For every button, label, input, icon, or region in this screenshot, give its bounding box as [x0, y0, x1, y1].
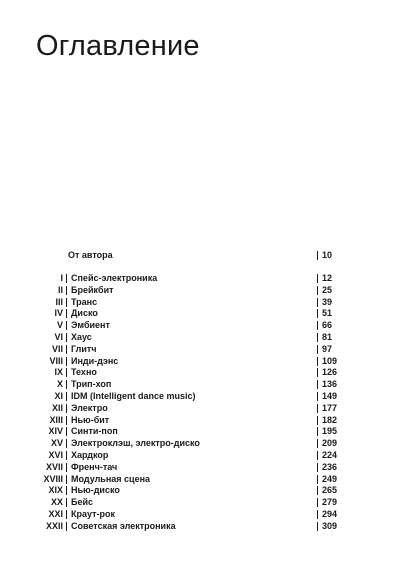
divider — [66, 309, 67, 318]
chapter-number: V — [56, 320, 63, 331]
divider — [66, 404, 67, 413]
toc-entry-page: 177 — [322, 402, 338, 413]
toc-entry-page: 109 — [322, 355, 338, 366]
divider — [66, 427, 67, 436]
chapter-number: XVIII — [43, 473, 63, 484]
toc-entry-page: 97 — [322, 343, 333, 354]
chapter-number: II — [57, 284, 63, 295]
divider — [66, 522, 67, 531]
divider — [317, 498, 318, 507]
toc-entry-title: Техно — [71, 367, 97, 378]
toc-entry[interactable] — [0, 272, 400, 284]
chapter-number: XI — [54, 391, 63, 401]
toc-entry-page: 51 — [322, 308, 333, 319]
toc-entry-page: 309 — [322, 520, 338, 531]
toc-entry[interactable] — [0, 331, 400, 343]
toc-entry[interactable] — [0, 461, 400, 473]
chapter-number: XIX — [48, 485, 63, 496]
divider — [317, 404, 318, 413]
divider — [66, 298, 67, 307]
toc-entry-page: 10 — [322, 250, 333, 260]
toc-entry-page: 182 — [322, 414, 338, 425]
toc-entry[interactable] — [0, 355, 400, 367]
chapter-number: XIII — [49, 414, 63, 425]
divider — [66, 510, 67, 519]
divider — [66, 392, 67, 401]
divider — [317, 392, 318, 401]
toc-entry[interactable] — [0, 402, 400, 414]
toc-entry[interactable] — [0, 366, 400, 378]
divider — [66, 321, 67, 330]
divider — [317, 380, 318, 389]
toc-entry[interactable] — [0, 449, 400, 461]
divider — [66, 357, 67, 366]
toc-entry-page: 126 — [322, 367, 338, 378]
toc-entry-title: Транс — [71, 296, 98, 307]
chapter-number: I — [60, 273, 63, 283]
toc-entry-page: 236 — [322, 461, 338, 472]
toc-entry-page: 249 — [322, 473, 338, 484]
toc-entry[interactable] — [0, 284, 400, 296]
toc-entry-title: Электро — [71, 402, 108, 413]
toc-entry-title: Бейс — [71, 497, 94, 508]
toc-entry[interactable] — [0, 414, 400, 426]
toc-entry-page: 39 — [322, 296, 333, 307]
toc-entry[interactable] — [0, 437, 400, 449]
divider — [317, 416, 318, 425]
toc-entry-title: IDM (Intelligent dance music) — [71, 391, 196, 401]
toc-entry-page: 209 — [322, 438, 338, 449]
toc-entry-page: 12 — [322, 273, 333, 283]
divider — [317, 439, 318, 448]
toc-entry-title: Френч-тач — [71, 461, 118, 472]
divider — [317, 333, 318, 342]
toc-entry-title: Модульная сцена — [71, 473, 151, 484]
chapter-number: XXII — [45, 520, 63, 531]
toc-entry-title: Диско — [71, 308, 98, 319]
toc-entry-intro[interactable] — [0, 249, 400, 261]
divider — [66, 486, 67, 495]
toc-entry[interactable] — [0, 508, 400, 520]
divider — [66, 439, 67, 448]
toc-entry[interactable] — [0, 343, 400, 355]
divider — [66, 451, 67, 460]
divider — [66, 498, 67, 507]
toc-entry-title: Инди-дэнс — [71, 355, 119, 366]
toc-entry-title: Электроклэш, электро-диско — [71, 438, 200, 449]
toc-entry-title: Синти-поп — [71, 426, 118, 437]
toc-entry-title: Эмбиент — [71, 320, 110, 331]
toc-entry-page: 195 — [322, 426, 338, 437]
divider — [317, 251, 318, 260]
toc-entry-title: Спейс-электроника — [71, 273, 158, 283]
divider — [66, 345, 67, 354]
chapter-number: VIII — [49, 355, 63, 366]
toc-entry-page: 279 — [322, 497, 338, 508]
toc-entry[interactable] — [0, 425, 400, 437]
divider — [317, 286, 318, 295]
divider — [317, 463, 318, 472]
toc-entry[interactable] — [0, 378, 400, 390]
toc-entry-page: 25 — [322, 284, 333, 295]
toc-entry-page: 81 — [322, 332, 333, 342]
chapter-number: XII — [51, 402, 63, 413]
divider — [66, 416, 67, 425]
toc-entry-title: От автора — [68, 250, 113, 260]
divider — [317, 510, 318, 519]
toc-entry[interactable] — [0, 473, 400, 485]
divider — [66, 463, 67, 472]
divider — [317, 368, 318, 377]
page-title: Оглавление — [36, 30, 200, 62]
toc-entry-page: 136 — [322, 379, 338, 390]
divider — [317, 522, 318, 531]
toc-entry-title: Советская электроника — [71, 520, 176, 531]
toc-entry[interactable] — [0, 520, 400, 532]
toc-entry-title: Брейкбит — [71, 284, 114, 295]
toc-entry[interactable] — [0, 307, 400, 319]
toc-entry[interactable] — [0, 484, 400, 496]
divider — [66, 286, 67, 295]
chapter-number: X — [56, 379, 63, 390]
chapter-number: XX — [50, 497, 63, 508]
toc-entry[interactable] — [0, 319, 400, 331]
chapter-number: III — [55, 296, 63, 307]
toc-entry[interactable] — [0, 390, 400, 402]
toc-entry-page: 294 — [322, 509, 338, 519]
divider — [66, 274, 67, 283]
divider — [66, 333, 67, 342]
chapter-number: IX — [54, 367, 63, 378]
divider — [317, 486, 318, 495]
divider — [66, 380, 67, 389]
chapter-number: XXI — [48, 509, 63, 519]
toc-entry-page: 66 — [322, 320, 333, 331]
toc-entry-title: Хаус — [71, 332, 92, 342]
toc-entry-page: 149 — [322, 391, 338, 401]
toc-entry-title: Краут-рок — [71, 509, 116, 519]
divider — [317, 475, 318, 484]
divider — [317, 451, 318, 460]
divider — [66, 368, 67, 377]
toc-entry-page: 224 — [322, 450, 338, 460]
chapter-number: XVI — [48, 450, 63, 460]
chapter-number: XV — [50, 438, 63, 449]
chapter-number: IV — [54, 308, 63, 319]
toc-entry-title: Нью-диско — [71, 485, 120, 496]
divider — [317, 345, 318, 354]
divider — [317, 298, 318, 307]
chapter-number: VI — [54, 332, 63, 342]
chapter-number: XVII — [45, 461, 63, 472]
toc-entry-page: 265 — [322, 485, 338, 496]
toc-entry-title: Хардкор — [71, 450, 109, 460]
divider — [317, 309, 318, 318]
divider — [317, 321, 318, 330]
divider — [317, 427, 318, 436]
toc-entry-title: Трип-хоп — [71, 379, 112, 390]
divider — [317, 274, 318, 283]
chapter-number: XIV — [48, 426, 63, 437]
chapter-number: VII — [51, 343, 63, 354]
toc-entry-title: Нью-бит — [71, 414, 110, 425]
divider — [66, 475, 67, 484]
divider — [317, 357, 318, 366]
toc-entry-title: Глитч — [71, 343, 97, 354]
toc-entry[interactable] — [0, 296, 400, 308]
toc-entry[interactable] — [0, 496, 400, 508]
